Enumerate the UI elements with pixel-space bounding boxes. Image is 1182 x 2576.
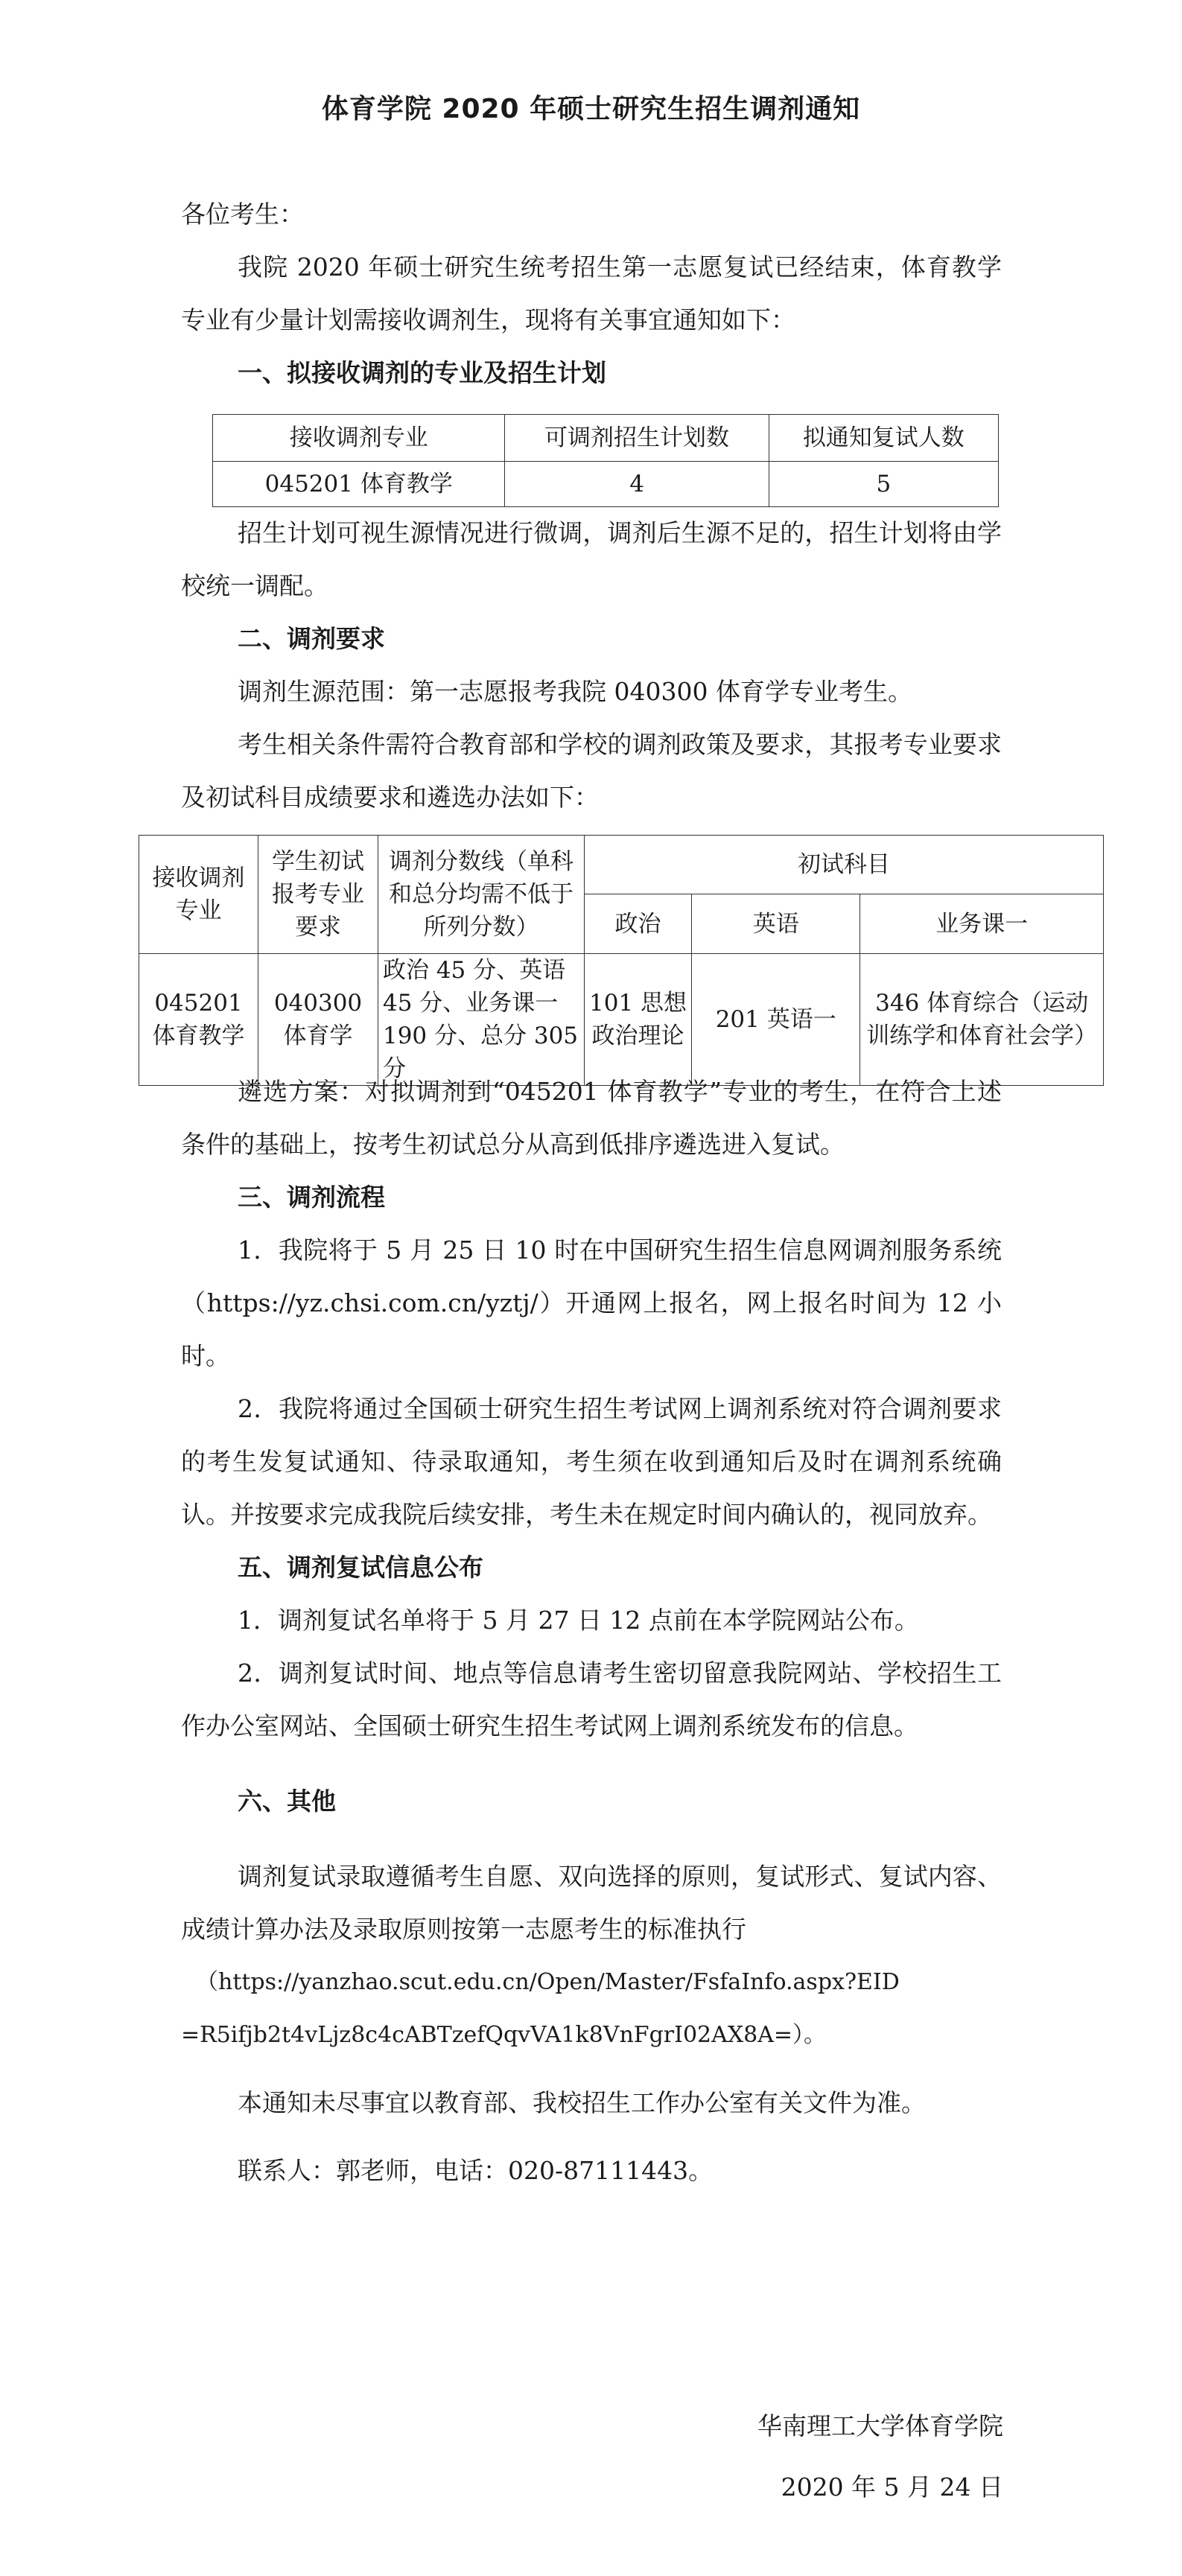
req-header-course1: 业务课一	[860, 894, 1104, 954]
section2-scope: 调剂生源范围：第一志愿报考我院 040300 体育学专业考生。	[238, 677, 912, 706]
standards-url-line2: =R5ifjb2t4vLjz8c4cABTzefQqvVA1k8VnFgrI02AX8A=）。	[181, 2022, 827, 2048]
req-cell-major: 045201 体育教学	[139, 954, 258, 1086]
section1-heading: 一、拟接收调剂的专业及招生计划	[238, 358, 606, 387]
final-note: 本通知未尽事宜以教育部、我校招生工作办公室有关文件为准。	[238, 2088, 926, 2117]
plan-table-cell: 4	[505, 462, 769, 507]
plan-table-header-row	[213, 415, 999, 462]
plan-table-header: 接收调剂专业	[213, 415, 505, 462]
req-cell-course1: 346 体育综合（运动训练学和体育社会学）	[860, 954, 1104, 1086]
section6-heading: 六、其他	[238, 1787, 336, 1816]
req-cell-requirement: 040300 体育学	[258, 954, 378, 1086]
requirements-table	[139, 835, 1104, 1086]
section5-heading: 五、调剂复试信息公布	[238, 1553, 483, 1582]
req-header-major: 接收调剂专业	[139, 836, 258, 954]
signature-org: 华南理工大学体育学院	[757, 2411, 1003, 2440]
intro-paragraph: 我院 2020 年硕士研究生统考招生第一志愿复试已经结束，体育教学专业有少量计划需接收调剂生，现将有关事宜通知如下：	[181, 252, 1002, 334]
req-cell-english: 201 英语一	[692, 954, 860, 1086]
standards-url-line1: （https://yanzhao.scut.edu.cn/Open/Master/FsfaInfo.aspx?EID	[196, 1969, 900, 1995]
section1-note-block	[181, 506, 1002, 824]
process-step-2: 2．我院将通过全国硕士研究生招生考试网上调剂系统对符合调剂要求的考生发复试通知、待录取通知，考生须在收到通知后及时在调剂系统确认。并按要求完成我院后续安排，考生未在规定时间内确认的，视同放弃。	[181, 1394, 1002, 1529]
publish-item-1: 1．调剂复试名单将于 5 月 27 日 12 点前在本学院网站公布。	[238, 1606, 919, 1635]
plan-table-cell: 5	[769, 462, 998, 507]
plan-table-row	[213, 462, 999, 507]
requirements-header-row	[139, 836, 1104, 894]
intro-block	[181, 188, 1002, 399]
document-title: 体育学院 2020 年硕士研究生招生调剂通知	[321, 94, 861, 124]
selection-plan: 遴选方案：对拟调剂到“045201 体育教学”专业的考生，在符合上述条件的基础上，按考生初试总分从高到低排序遴选进入复试。	[181, 1077, 1002, 1159]
plan-table-header: 可调剂招生计划数	[505, 415, 769, 462]
section2-heading: 二、调剂要求	[238, 624, 385, 653]
req-header-english: 英语	[692, 894, 860, 954]
req-cell-score: 政治 45 分、英语 45 分、业务课一 190 分、总分 305 分	[378, 954, 584, 1086]
other-paragraph: 调剂复试录取遵循考生自愿、双向选择的原则，复试形式、复试内容、成绩计算办法及录取原则按第一志愿考生的标准执行	[181, 1862, 1002, 1944]
plan-note: 招生计划可视生源情况进行微调，调剂后生源不足的，招生计划将由学校统一调配。	[181, 518, 1002, 600]
req-header-score: 调剂分数线（单科和总分均需不低于所列分数）	[378, 836, 584, 954]
req-cell-politics: 101 思想政治理论	[585, 954, 692, 1086]
publish-item-2: 2．调剂复试时间、地点等信息请考生密切留意我院网站、学校招生工作办公室网站、全国硕士研究生招生考试网上调剂系统发布的信息。	[181, 1659, 1002, 1740]
plan-table-header: 拟通知复试人数	[769, 415, 998, 462]
req-header-requirement: 学生初试报考专业要求	[258, 836, 378, 954]
section3-heading: 三、调剂流程	[238, 1183, 385, 1212]
body-block	[181, 1065, 1002, 2197]
section2-conditions: 考生相关条件需符合教育部和学校的调剂政策及要求，其报考专业要求及初试科目成绩要求和遴选办法如下：	[181, 730, 1002, 812]
contact-info: 联系人：郭老师，电话：020-87111443。	[238, 2156, 714, 2185]
req-header-subjects: 初试科目	[585, 836, 1104, 894]
plan-table-cell: 045201 体育教学	[213, 462, 505, 507]
plan-table	[212, 414, 999, 507]
process-step-1: 1．我院将于 5 月 25 日 10 时在中国研究生招生信息网调剂服务系统（https://yz.chsi.com.cn/yztj/）开通网上报名，网上报名时间为 12 小时。	[181, 1235, 1002, 1370]
greeting: 各位考生：	[181, 200, 304, 229]
req-header-politics: 政治	[585, 894, 692, 954]
signature-date: 2020 年 5 月 24 日	[781, 2472, 1003, 2502]
